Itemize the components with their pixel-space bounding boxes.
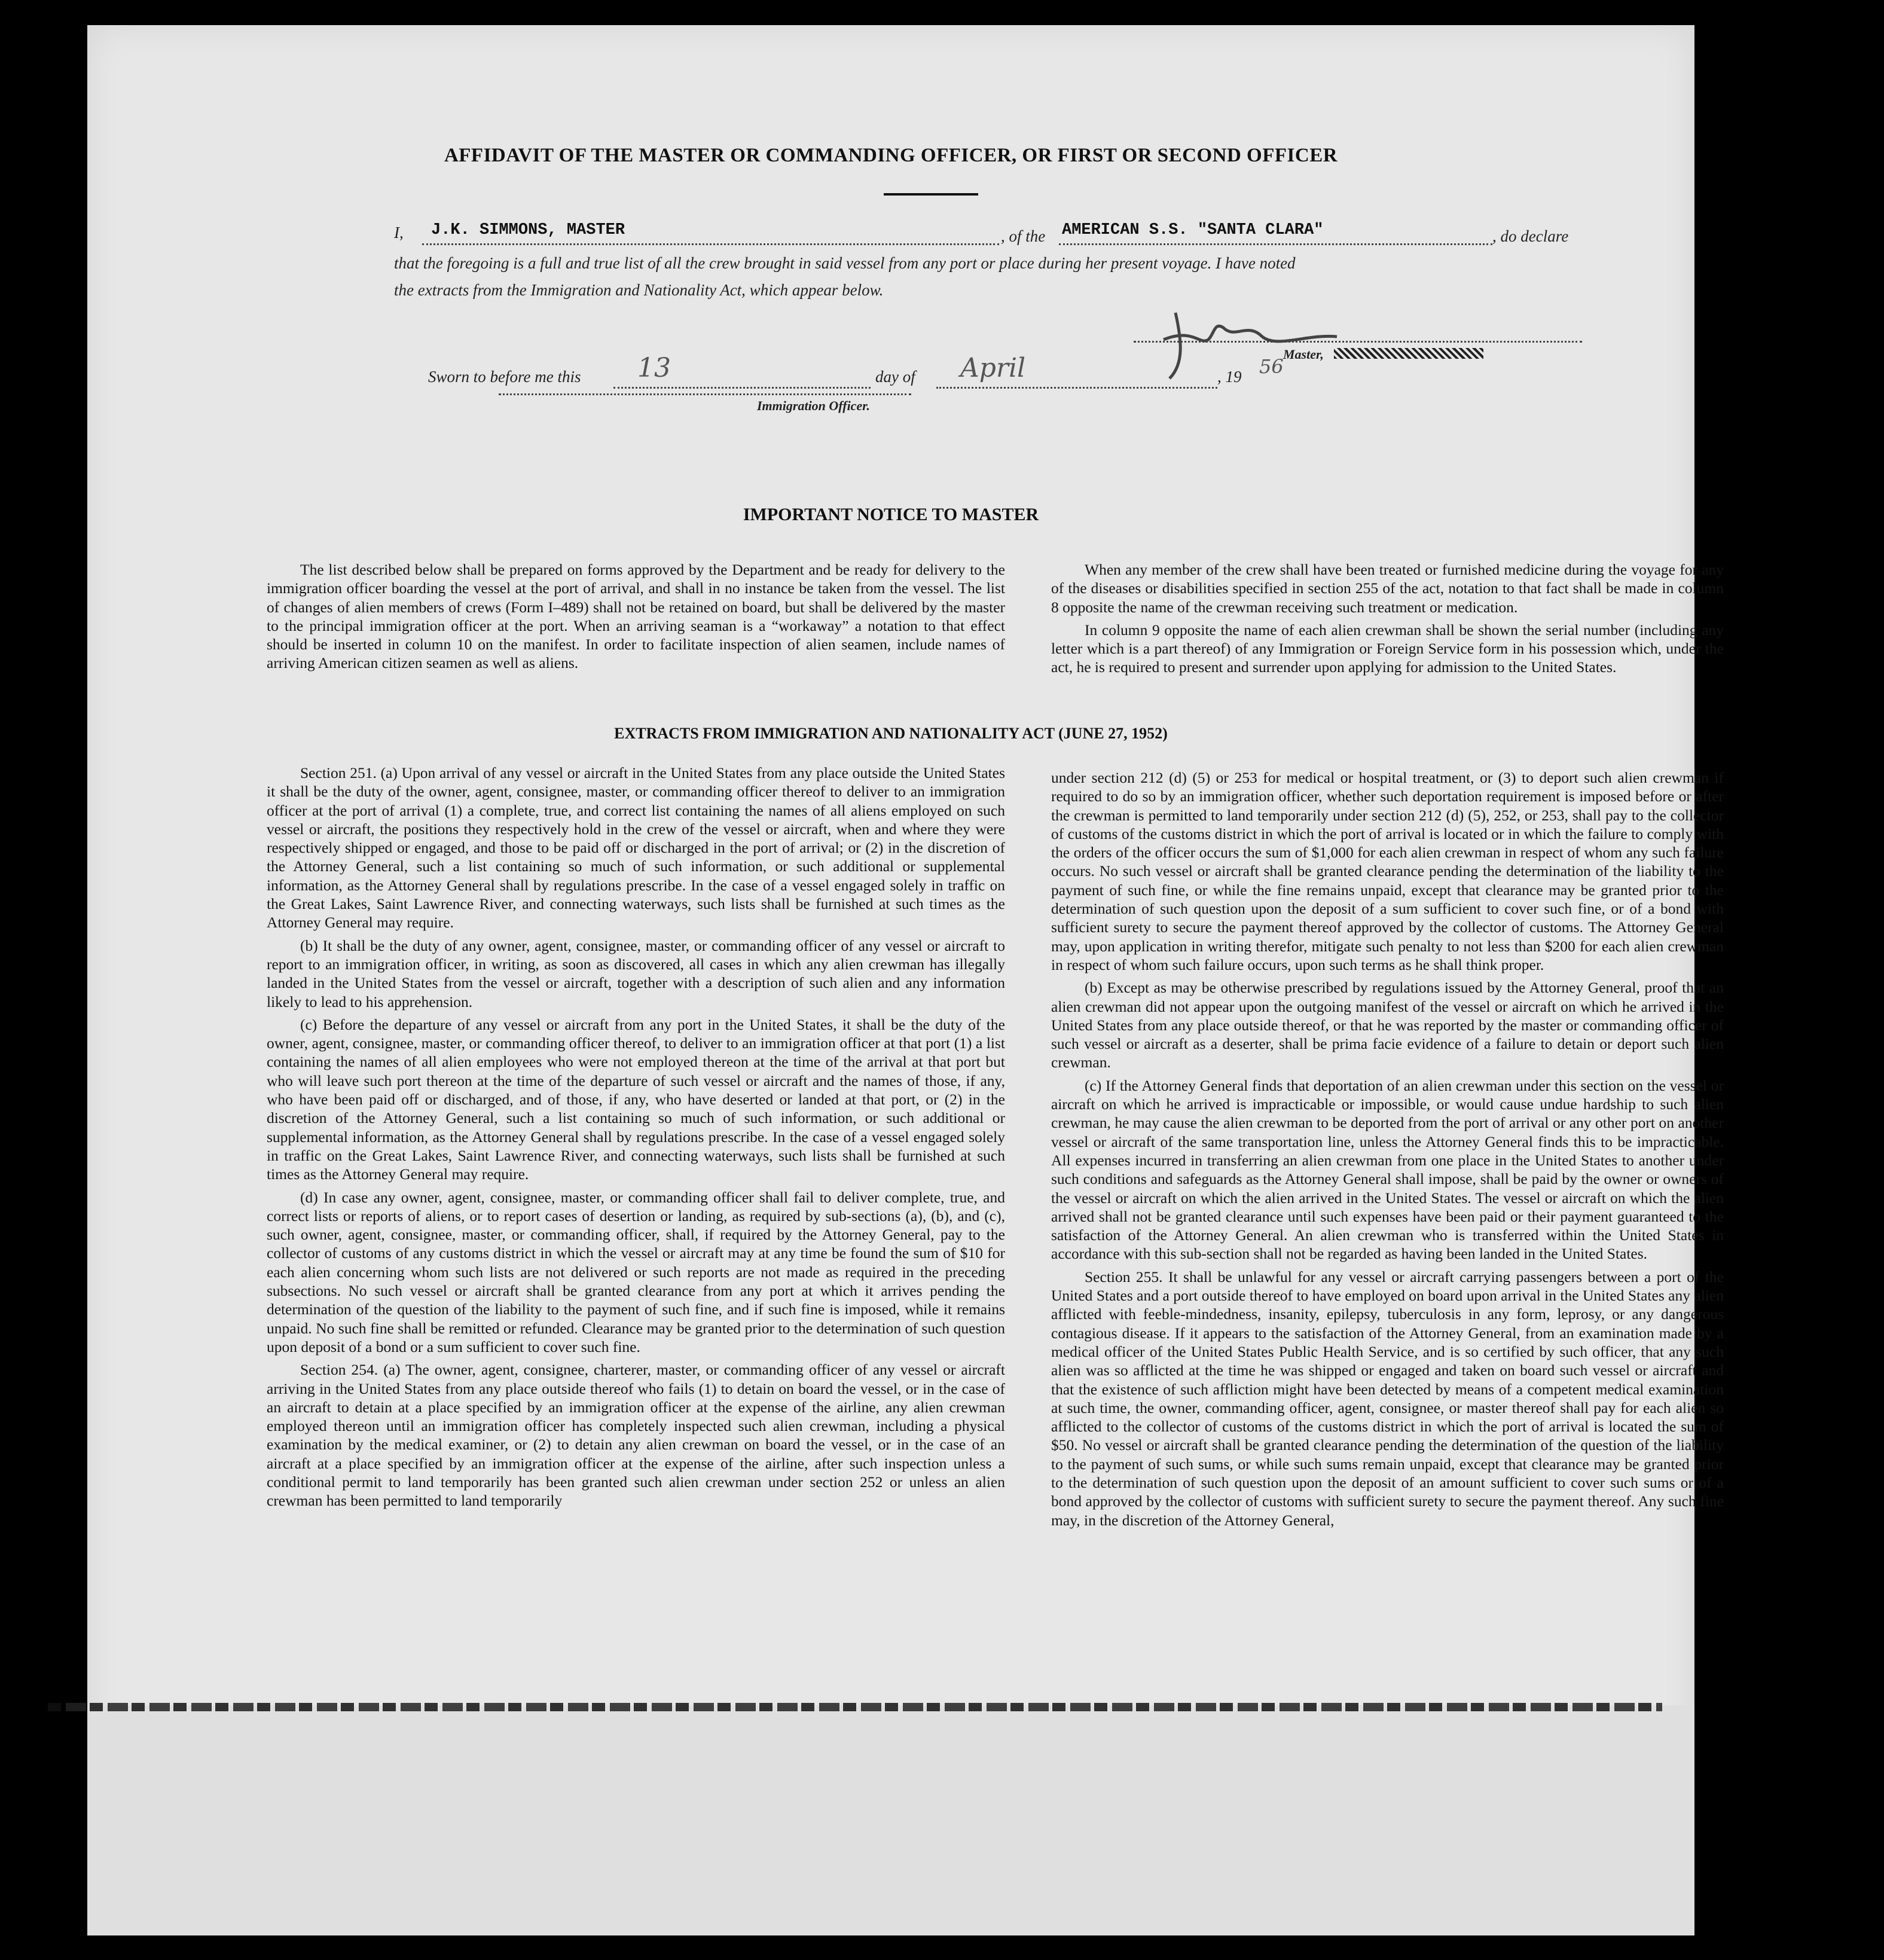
binder-hole	[1729, 179, 1758, 208]
sworn-month-field[interactable]: April	[960, 353, 1026, 383]
binder-hole	[1731, 1733, 1760, 1761]
section-paragraph: (b) Except as may be otherwise prescribed by regulations issued by the Attorney General, proof that an alien crewman did not appear upon the outgoing manifest of the vessel or aircraft on which he arrived in the United States from any place outside thereof, or that he was reported by the master or commanding officer of such vessel or aircraft as a deserter, shall be prima facie evidence of a failure to detain or deport such alien crewman.	[1051, 979, 1724, 1071]
extracts-left-column	[267, 764, 1005, 1738]
master-signature	[1158, 304, 1349, 387]
sworn-day-field[interactable]: 13	[637, 353, 671, 383]
vessel-name-field[interactable]: AMERICAN S.S. "SANTA CLARA"	[1062, 221, 1324, 239]
affidavit-title: AFFIDAVIT OF THE MASTER OR COMMANDING OFFICER, OR FIRST OR SECOND OFFICER	[444, 145, 1338, 166]
title-divider	[884, 193, 978, 196]
sworn-prefix: Sworn to before me this	[428, 368, 581, 386]
day-underline	[613, 387, 871, 389]
notice-paragraph: The list described below shall be prepared on forms approved by the Department and be ready for delivery to the immigration officer boarding the vessel at the port of arrival, and shall in no instance be taken from the vessel. The list of changes of alien members of crews (Form I–489) shall not be retained on board, but shall be delivered by the master to the principal immigration officer at the port. When an arriving seaman is a “workaway” a notation to that effect should be inserted in column 10 on the manifest. In order to facilitate inspection of alien seamen, include names of arriving American citizen seamen as well as aliens.	[267, 561, 1005, 672]
sworn-year-field[interactable]: 56	[1259, 355, 1284, 378]
section-paragraph: under section 212 (d) (5) or 253 for medical or hospital treatment, or (3) to deport such alien crewman if required to do so by an immigration officer, whether such deportation requirement is imposed before or after the crewman is permitted to land temporarily under section 212 (d) (5), 252, or 253, shall pay to the collector of customs of the customs district in which the port of arrival is located or in which the failure to comply with the orders of the officer occurs the sum of $1,000 for each alien crewman in respect of whom any such failure occurs. No such vessel or aircraft shall be granted clearance pending the determination of the liability to the payment of such fine, or while the fine remains unpaid, except that clearance may be granted prior to the determination of such question upon the deposit of a sum sufficient to cover such fine, or of a bond with sufficient surety to secure the payment thereof approved by the collector of customs. The Attorney General may, upon application in writing therefor, mitigate such penalty to not less than $200 for each alien crewman in respect of whom such failure occurs, upon such terms as he shall think proper.	[1051, 769, 1724, 973]
do-declare-label: , do declare	[1492, 227, 1569, 245]
binder-hole	[1731, 1333, 1760, 1362]
master-name-field[interactable]: J.K. SIMMONS, MASTER	[431, 221, 625, 239]
day-of-label: day of	[875, 368, 915, 386]
of-the-label: , of the	[1001, 227, 1046, 245]
document-page	[87, 25, 1724, 1935]
section-paragraph: Section 255. It shall be unlawful for any vessel or aircraft carrying passengers between a port of the United States and a port outside thereof to have employed on board upon arrival in the United States any alien afflicted with feeble-mindedness, insanity, epilepsy, tuberculosis in any form, leprosy, or any dangerous contagious disease. If it appears to the satisfaction of the Attorney General, from an examination made by a medical officer of the United States Public Health Service, and is so certified by such officer, that any such alien was so afflicted at the time he was shipped or engaged and taken on board such vessel or aircraft and that the existence of such affliction might have been detected by means of a competent medical examination at such time, the owner, commanding officer, agent, consignee, or master thereof shall pay for each alien so afflicted to the collector of customs of the customs district in which the port of arrival is located the sum of $50. No vessel or aircraft shall be granted clearance pending the determination of the question of the liability to the payment of such sums, or while such sums remain unpaid, except that clearance may be granted prior to the determination of such question upon the deposit of an amount sufficient to cover such sums or of a bond approved by the collector of customs with sufficient surety to secure the payment thereof. Any such fine may, in the discretion of the Attorney General,	[1051, 1268, 1724, 1529]
torn-edge	[48, 1703, 1662, 1711]
binder-hole	[1731, 676, 1760, 704]
declaration-prefix: I,	[394, 224, 404, 242]
notice-paragraph: When any member of the crew shall have been treated or furnished medicine during the voyage for any of the diseases or disabilities specified in section 255 of the act, notation to that fact shall be made in column 8 opposite the name of the crewman receiving such treatment or medication.	[1051, 561, 1724, 616]
section-paragraph: (c) If the Attorney General finds that deportation of an alien crewman under this section on the vessel or aircraft on which he arrived is impracticable or impossible, or would cause undue hardship to such alien crewman, he may cause the alien crewman to be deported from the port of arrival or any other port on another vessel or aircraft of the same transportation line, unless the Attorney General finds this to be impracticable. All expenses incurred in transferring an alien crewman from one place in the United States to another under such conditions and safeguards as the Attorney General shall impose, shall be paid by the owner or owners of the vessel or aircraft on which the alien arrived in the United States. The vessel or aircraft on which the alien arrived shall not be granted clearance until such expenses have been paid or their payment guaranteed to the satisfaction of the Attorney General. An alien crewman who is transferred within the United States in accordance with this sub-section shall not be regarded as having been landed in the United States.	[1051, 1076, 1724, 1263]
declaration-text-line-2: that the foregoing is a full and true list of all the crew brought in said vessel from any port or place during her present voyage. I have noted	[394, 254, 1296, 272]
section-paragraph: Section 251. (a) Upon arrival of any vessel or aircraft in the United States from any place outside the United States it shall be the duty of the owner, agent, consignee, master, or commanding officer thereof to deliver to an immigration officer at the port of arrival (1) a complete, true, and correct list containing the names of all aliens employed on such vessel or aircraft, the positions they respectively hold in the crew of the vessel or aircraft, when and where they were respectively shipped or engaged, and those to be paid off or discharged in the port of arrival; or (2) in the discretion of the Attorney General, such a list containing so much of such information, or such additional or supplemental information, as the Attorney General shall by regulations prescribe. In the case of a vessel engaged solely in traffic on the Great Lakes, Saint Lawrence River, and connecting waterways, such lists shall be furnished at such times as the Attorney General may require.	[267, 764, 1005, 932]
section-paragraph: Section 254. (a) The owner, agent, consignee, charterer, master, or commanding officer of any vessel or aircraft arriving in the United States from any place outside thereof who fails (1) to detain on board the vessel, or in the case of an aircraft to detain at a place specified by an immigration officer at the expense of the airline, any alien crewman employed thereon until an immigration officer has completely inspected such alien crewman, including a physical examination by the medical examiner, or (2) to detain any alien crewman on board the vessel, or in the case of an aircraft at a place specified by an immigration officer at the expense of the airline, after such inspection unless a conditional permit to land temporarily has been granted such alien crewman under section 252 or unless an alien crewman has been permitted to land temporarily	[267, 1361, 1005, 1510]
notice-paragraph: In column 9 opposite the name of each alien crewman shall be shown the serial number (including any letter which is a part thereof) of any Immigration or Foreign Service form in his possession which, under the act, he is required to present and surrender upon applying for admission to the United States.	[1051, 621, 1724, 676]
notice-right-column	[1051, 560, 1724, 681]
declaration-text-line-3: the extracts from the Immigration and Nationality Act, which appear below.	[394, 281, 884, 299]
signature-line	[1134, 341, 1582, 343]
binder-hole	[1731, 576, 1760, 605]
month-underline	[936, 387, 1217, 389]
year-prefix: , 19	[1217, 368, 1242, 386]
master-label: Master,	[1283, 347, 1324, 362]
binder-hole	[1731, 1634, 1760, 1662]
officer-signature-line	[499, 393, 911, 395]
section-paragraph: (b) It shall be the duty of any owner, agent, consignee, master, or commanding officer of any vessel or aircraft to report to an immigration officer, in writing, as soon as discovered, all cases in which any alien crewman has illegally landed in the United States from the vessel or aircraft, together with a description of such alien and any information likely to lead to his apprehension.	[267, 936, 1005, 1010]
section-paragraph: (c) Before the departure of any vessel or aircraft from any port in the United States, it shall be the duty of the owner, agent, consignee, master, or commanding officer thereof, to deliver to an immigration officer at that port (1) a list containing the names of all alien employees who were not employed thereon at the time of the arrival at that port but who will leave such port thereon at the time of the departure of such vessel or aircraft and the names of those, if any, who have been paid off or discharged, and of those, if any, who have deserted or landed at that port, or (2) in the discretion of the Attorney General, such a list containing so much of such information, or such additional or supplemental information, as the Attorney General shall by regulations prescribe. In the case of a vessel engaged solely in traffic on the Great Lakes, Saint Lawrence River, and connecting waterways, such lists shall be furnished at such times as the Attorney General may require.	[267, 1015, 1005, 1183]
section-paragraph: (d) In case any owner, agent, consignee, master, or commanding officer shall fail to deliver complete, true, and correct lists or reports of aliens, or to report cases of desertion or landing, as required by sub-sections (a), (b), and (c), such owner, agent, consignee, master, or commanding officer, shall, if required by the Attorney General, pay to the collector of customs of any customs district in which the vessel or aircraft may at any time be found the sum of $10 for each alien concerning whom such lists are not delivered or such reports are not made as required in the preceding subsections. No such vessel or aircraft shall be granted clearance from any port at which it arrives pending the determination of the question of the liability to the payment of such fine, and if such fine is imposed, while it remains unpaid. No such fine shall be remitted or refunded. Clearance may be granted prior to the determination of such question upon deposit of a bond or a sum sufficient to cover such fine.	[267, 1188, 1005, 1355]
immigration-officer-label: Immigration Officer.	[757, 398, 871, 413]
vessel-underline	[1059, 243, 1492, 245]
bleed-through-area	[87, 1705, 1694, 1935]
name-underline	[422, 243, 999, 245]
extracts-right-column	[1051, 768, 1724, 1731]
extracts-title: EXTRACTS FROM IMMIGRATION AND NATIONALITY ACT (JUNE 27, 1952)	[614, 725, 1168, 742]
binder-hole	[1731, 1234, 1760, 1263]
notice-title: IMPORTANT NOTICE TO MASTER	[743, 505, 1039, 524]
struck-out-title	[1334, 348, 1483, 359]
binder-hole	[1731, 279, 1760, 307]
notice-left-column	[267, 560, 1005, 677]
